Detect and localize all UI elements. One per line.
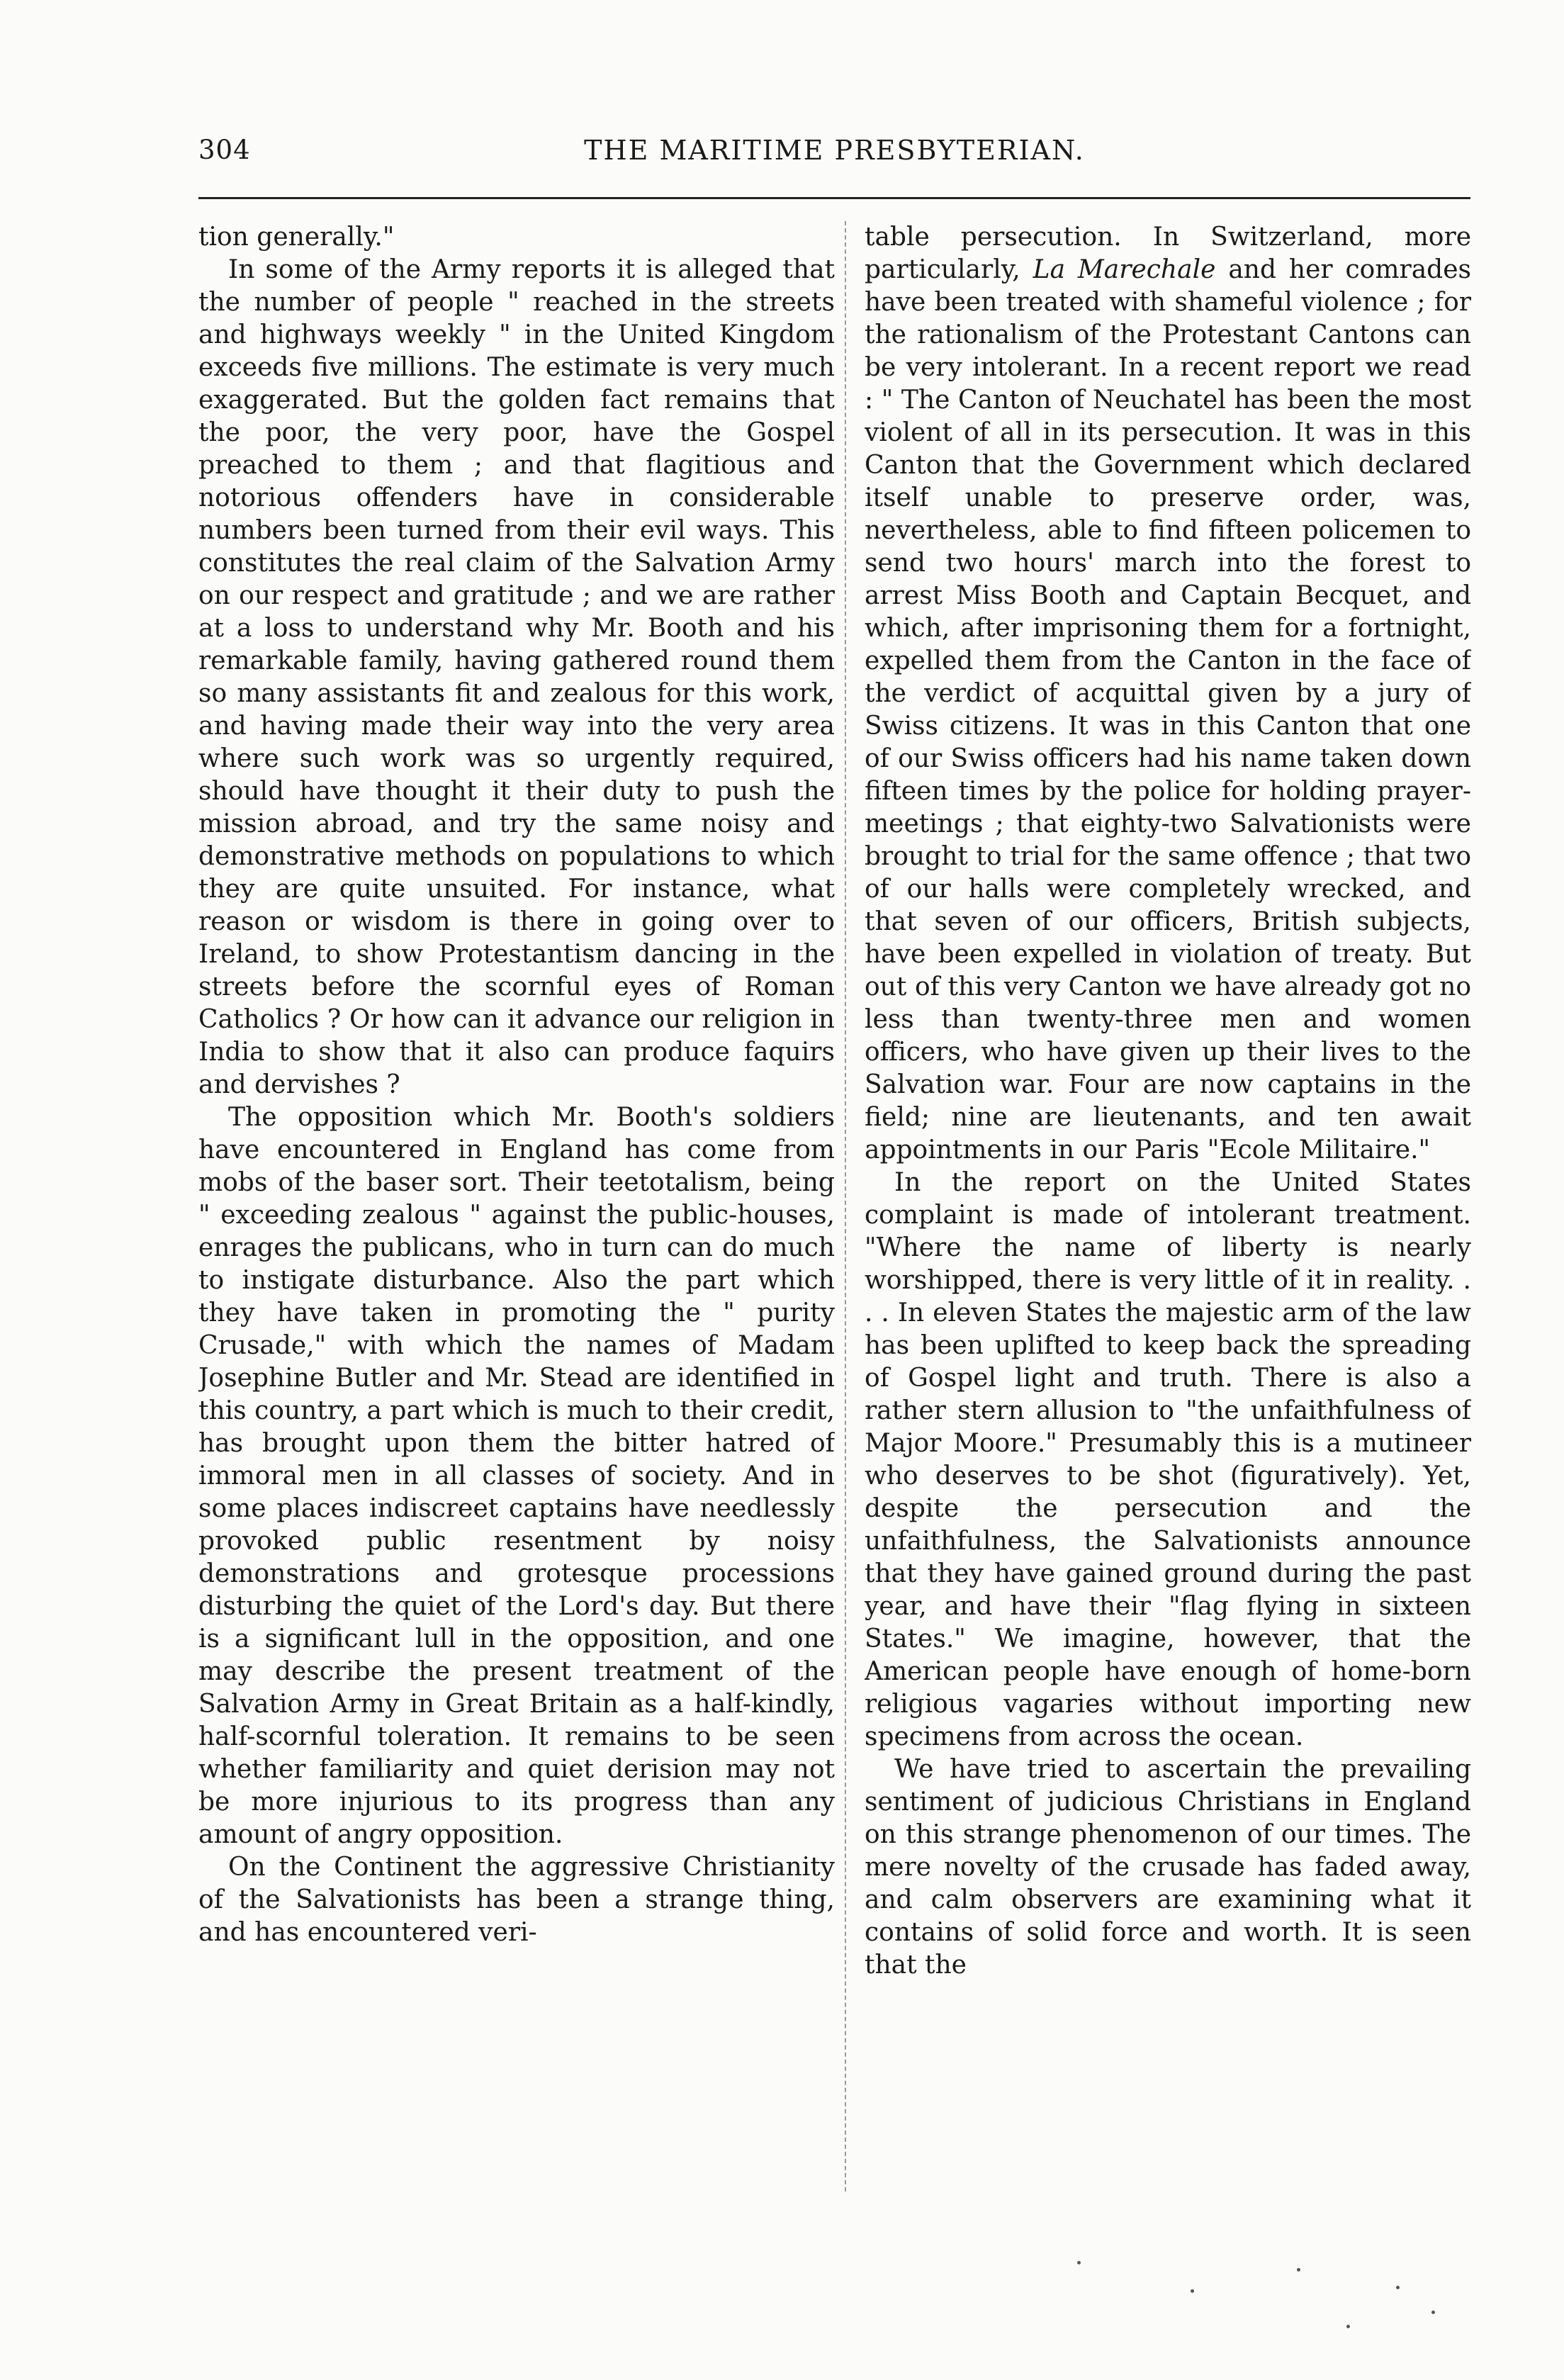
page-header [198,135,1470,177]
paragraph [865,221,1471,1167]
text-run: and her comrades have been treated with shameful violence ; for the rationalism of the Protestant Cantons can be very intolerant. In a recent report we read : " The Canton of Neuchatel has been the most violent of all in its persecution. It was in this Canton that the Government which declared itself unable to preserve order, was, nevertheless, able to find fifteen policemen to send two hours' march into the forest to arrest Miss Booth and Captain Becquet, and which, after imprisoning them for a fortnight, expelled them from the Canton in the face of the verdict of acquittal given by a jury of Swiss citizens. It was in this Canton that one of our Swiss officers had his name taken down fifteen times by the police for holding prayer-meetings ; that eighty-two Salvationists were brought to trial for the same offence ; that two of our halls were completely wrecked, and that seven of our officers, British subjects, have been expelled in violation of treaty. But out of this very Canton we have already got no less than twenty-three men and women officers, who have given up their lives to the Salvation war. Four are now captains in the field; nine are lieutenants, and ten await appointments in our Paris "Ecole Militaire." [865,255,1471,1164]
header-rule [198,197,1470,199]
text-run: table persecution. In Switzerland, more particularly, [865,223,1471,284]
paragraph: The opposition which Mr. Booth's soldiers have encountered in England has come from mobs of the baser sort. Their teetotalism, being " exceeding zealous " against the public-houses, enrages the publicans, who in turn can do much to instigate disturbance. Also the part which they have taken in promoting the " purity Crusade," with which the names of Madam Josephine Butler and Mr. Stead are identified in this country, a part which is much to their credit, has brought upon them the bitter hatred of immoral men in all classes of society. And in some places indiscreet captains have needlessly provoked public resentment by noisy demonstrations and grotesque processions disturbing the quiet of the Lord's day. But there is a significant lull in the opposition, and one may describe the present treatment of the Salvation Army in Great Britain as a half-kindly, half-scornful toleration. It remains to be seen whether familiarity and quiet derision may not be more injurious to its progress than any amount of angry opposition. [198,1103,835,1849]
paragraph: In the report on the United States complaint is made of intolerant treatment. "Where the name of liberty is nearly worshipped, there is very little of it in reality. . . . In eleven States the majestic arm of the law has been uplifted to keep back the spreading of Gospel light and truth. There is also a rather stern allusion to "the unfaithfulness of Major Moore." Presumably this is a mutineer who deserves to be shot (figuratively). Yet, despite the persecution and the unfaithfulness, the Salvationists announce that they have gained ground during the past year, and have their "flag flying in sixteen States." We imagine, however, that the American people have enough of home-born religious vagaries without importing new specimens from across the ocean. [865,1168,1471,1751]
page-number: 304 [198,135,251,165]
paragraph: In some of the Army reports it is alleged that the number of people " reached in the streets and highways weekly " in the United Kingdom exceeds five millions. The estimate is very much exaggerated. But the golden fact remains that the poor, the very poor, have the Gospel preached to them ; and that flagitious and notorious offenders have in considerable numbers been turned from their evil ways. This constitutes the real claim of the Salvation Army on our respect and gratitude ; and we are rather at a loss to understand why Mr. Booth and his remarkable family, having gathered round them so many assistants fit and zealous for this work, and having made their way into the very area where such work was so urgently required, should have thought it their duty to push the mission abroad, and try the same noisy and demonstrative methods on populations to which they are quite unsuited. For instance, what reason or wisdom is there in going over to Ireland, to show Protestantism dancing in the streets before the scornful eyes of Roman Catholics ? Or how can it advance our religion in India to show that it also can produce faquirs and dervishes ? [198,255,835,1099]
running-title: THE MARITIME PRESBYTERIAN. [584,135,1085,166]
column-divider [845,221,846,2191]
paragraph: tion generally." [198,223,395,252]
paragraph: We have tried to ascertain the prevailing sentiment of judicious Christians in England on this strange phenomenon of our times. The mere novelty of the crusade has faded away, and calm observers are examining what it contains of solid force and worth. It is seen that the [865,1755,1471,1980]
paragraph: On the Continent the aggressive Christianity of the Salvationists has been a strange thing, and has encountered veri- [198,1853,835,1947]
left-column [198,221,835,2163]
right-column [865,221,1471,2163]
print-specks [1063,2247,1460,2346]
italic-name: La Marechale [1033,255,1216,284]
